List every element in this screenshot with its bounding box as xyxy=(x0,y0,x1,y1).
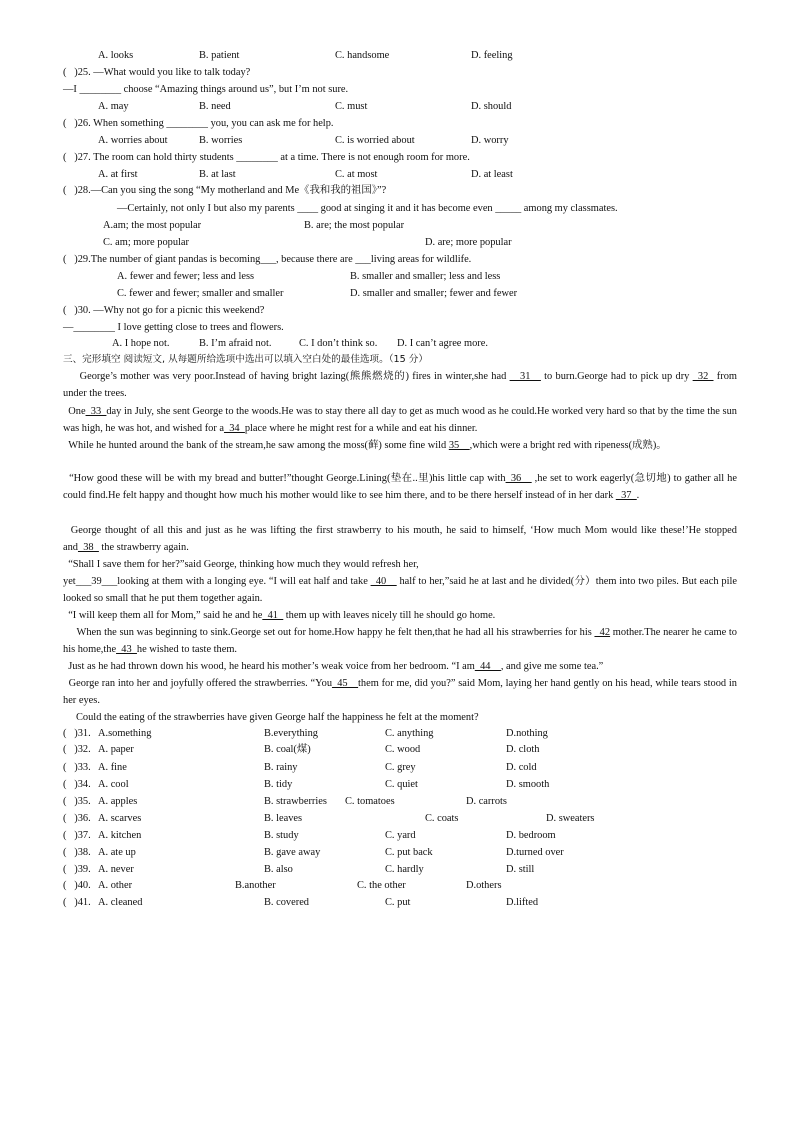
option-d: D.others xyxy=(466,880,502,891)
q29-option-b: B. smaller and smaller; less and less xyxy=(350,271,501,282)
q28-option-d: D. are; more popular xyxy=(425,237,512,248)
blank-33: _33_ xyxy=(85,406,107,417)
q25-option-c: C. must xyxy=(335,101,368,112)
passage-paragraph-10: George ran into her and joyfully offered the strawberries. “You_45__them for me, did you?” said Mom, laying her hand gently on his head, while tears stood in her eyes. xyxy=(63,678,737,706)
option-c: C. tomatoes xyxy=(345,796,395,807)
option-b: B. strawberries xyxy=(264,796,327,807)
blank-45: _45__ xyxy=(332,678,359,689)
q29-stem: ( )29.The number of giant pandas is becoming___, because there are ___living areas for wildlife. xyxy=(63,254,472,265)
blank-32: _32_ xyxy=(692,371,714,382)
option-row-number: ( )39. xyxy=(63,864,91,875)
option-a: A. cool xyxy=(98,779,129,790)
blank-37: _37_ xyxy=(615,490,637,501)
option-a: A. never xyxy=(98,864,134,875)
blank-40: _40__ xyxy=(370,576,397,587)
q24-option-b: B. patient xyxy=(199,50,240,61)
option-d: D. sweaters xyxy=(546,813,595,824)
option-row-number: ( )35. xyxy=(63,796,91,807)
option-b: B. study xyxy=(264,830,299,841)
option-a: A. fine xyxy=(98,762,127,773)
option-d: D. cold xyxy=(506,762,537,773)
q30-option-a: A. I hope not. xyxy=(112,338,170,349)
option-row-number: ( )32. xyxy=(63,744,91,755)
option-c: C. hardly xyxy=(385,864,424,875)
option-row-number: ( )31. xyxy=(63,728,91,739)
option-d: D. smooth xyxy=(506,779,550,790)
option-c: C. grey xyxy=(385,762,416,773)
q26-option-d: D. worry xyxy=(471,135,509,146)
q26-option-b: B. worries xyxy=(199,135,243,146)
option-row-number: ( )40. xyxy=(63,880,91,891)
option-row-number: ( )37. xyxy=(63,830,91,841)
q25-stem: ( )25. —What would you like to talk today? xyxy=(63,67,251,78)
q27-option-d: D. at least xyxy=(471,169,513,180)
option-a: A.something xyxy=(98,728,152,739)
option-b: B.another xyxy=(235,880,276,891)
option-row-number: ( )41. xyxy=(63,897,91,908)
blank-31: __31__ xyxy=(509,371,541,382)
blank-43: _43_ xyxy=(116,644,137,655)
option-d: D. bedroom xyxy=(506,830,556,841)
q24-option-a: A. looks xyxy=(98,50,134,61)
option-d: D.lifted xyxy=(506,897,539,908)
q30-option-d: D. I can’t agree more. xyxy=(397,338,488,349)
q30-stem: ( )30. —Why not go for a picnic this weekend? xyxy=(63,305,265,316)
option-a: A. paper xyxy=(98,744,134,755)
option-a: A. scarves xyxy=(98,813,142,824)
passage-paragraph-9: Just as he had thrown down his wood, he heard his mother’s weak voice from her bedroom. “I am_44__, and give me some tea.” xyxy=(63,661,604,672)
q30-option-c: C. I don’t think so. xyxy=(299,338,378,349)
option-a: A. apples xyxy=(98,796,138,807)
option-c: C. coats xyxy=(425,813,459,824)
option-row-number: ( )33. xyxy=(63,762,91,773)
option-d: D.nothing xyxy=(506,728,548,739)
option-c: C. yard xyxy=(385,830,416,841)
passage-paragraph-6b: yet___39___looking at them with a longing eye. “I will eat half and take _40__ half to her,”said he at last and he divided(分）them into two piles. But each pile looked so small that he put them together again. xyxy=(63,576,737,604)
option-b: B. tidy xyxy=(264,779,293,790)
option-d: D. still xyxy=(506,864,535,875)
q27-option-a: A. at first xyxy=(98,169,138,180)
passage-paragraph-4: “How good these will be with my bread and butter!”thought George.Lining(垫在..里)his little cap with_36__ ,he set to work eagerly(急切地) to gather all he could find.He felt happy and thought how much his mother would like to see him there, and to be there herself instead of in her dark _37_. xyxy=(63,473,737,501)
option-a: A. other xyxy=(98,880,133,891)
option-d: D. cloth xyxy=(506,744,540,755)
q29-option-d: D. smaller and smaller; fewer and fewer xyxy=(350,288,518,299)
option-b: B. coal(煤) xyxy=(264,744,311,755)
blank-42: _42 xyxy=(594,627,611,638)
blank-36: _36__ xyxy=(505,473,532,484)
passage-paragraph-6a: “Shall I save them for her?”said George, thinking how much they would refresh her, xyxy=(63,559,419,570)
option-d: D. carrots xyxy=(466,796,507,807)
blank-35: 35__ xyxy=(448,440,470,451)
q26-option-a: A. worries about xyxy=(98,135,168,146)
option-c: C. put back xyxy=(385,847,433,858)
option-c: C. wood xyxy=(385,744,421,755)
option-b: B. also xyxy=(264,864,293,875)
q25-stem2: —I ________ choose “Amazing things around us”, but I’m not sure. xyxy=(63,84,349,95)
q27-option-c: C. at most xyxy=(335,169,378,180)
option-b: B. leaves xyxy=(264,813,303,824)
option-c: C. quiet xyxy=(385,779,418,790)
blank-41: _41_ xyxy=(262,610,284,621)
passage-paragraph-11: Could the eating of the strawberries have given George half the happiness he felt at the moment? xyxy=(63,712,479,723)
passage-paragraph-5: George thought of all this and just as he was lifting the first strawberry to his mouth, he said to himself, ‘How much Mom would like these!’He stopped and_38_ the strawberry again. xyxy=(63,525,737,553)
q26-option-c: C. is worried about xyxy=(335,135,415,146)
option-b: B. gave away xyxy=(264,847,321,858)
q29-option-c: C. fewer and fewer; smaller and smaller xyxy=(117,288,284,299)
option-b: B. rainy xyxy=(264,762,298,773)
section-three-title: 三、完形填空 阅读短文, 从每题所给选项中选出可以填入空白处的最佳选项。（15 分） xyxy=(63,354,428,365)
q28-option-a: A.am; the most popular xyxy=(103,220,202,231)
passage-paragraph-8: When the sun was beginning to sink.George set out for home.How happy he felt then,that he had all his strawberries for his _42 mother.The nearer he came to his home,the_43_he wished to taste them. xyxy=(63,627,737,655)
q30-option-b: B. I’m afraid not. xyxy=(199,338,272,349)
option-a: A. kitchen xyxy=(98,830,142,841)
option-c: C. put xyxy=(385,897,411,908)
q26-stem: ( )26. When something ________ you, you can ask me for help. xyxy=(63,118,334,129)
blank-38: _38_ xyxy=(78,542,99,553)
option-a: A. cleaned xyxy=(98,897,143,908)
option-d: D.turned over xyxy=(506,847,564,858)
option-row-number: ( )34. xyxy=(63,779,91,790)
q28-option-b: B. are; the most popular xyxy=(304,220,405,231)
blank-44: _44__ xyxy=(474,661,501,672)
option-a: A. ate up xyxy=(98,847,136,858)
q25-option-a: A. may xyxy=(98,101,129,112)
q29-option-a: A. fewer and fewer; less and less xyxy=(117,271,255,282)
option-row-number: ( )36. xyxy=(63,813,91,824)
q27-stem: ( )27. The room can hold thirty students ________ at a time. There is not enough room for more. xyxy=(63,152,470,163)
option-row-number: ( )38. xyxy=(63,847,91,858)
q28-stem: ( )28.—Can you sing the song “My motherland and Me《我和我的祖国》”? xyxy=(63,185,387,196)
passage-paragraph-2: One_33_day in July, she sent George to the woods.He was to stay there all day to get as much wood as he could.He worked very hard so that by the time the sun was high, he was hot, and wished for a_34_place where he might rest for a while and eat his dinner. xyxy=(63,406,737,434)
passage-paragraph-3: While he hunted around the bank of the stream,he saw among the moss(藓) some fine wild 35__,which were a bright red with ripeness(成熟)。 xyxy=(63,440,667,451)
q24-option-c: C. handsome xyxy=(335,50,390,61)
option-b: B. covered xyxy=(264,897,310,908)
passage-paragraph-7: “I will keep them all for Mom,” said he and he_41_ them up with leaves nicely till he should go home. xyxy=(63,610,496,621)
option-b: B.everything xyxy=(264,728,318,739)
passage-paragraph-1: George’s mother was very poor.Instead of having bright lazing(熊熊燃烧的) fires in winter,she had __31__ to burn.George had to pick up dry _32_ from under the trees. xyxy=(63,371,737,399)
q25-option-b: B. need xyxy=(199,101,231,112)
blank-34: _34_ xyxy=(224,423,245,434)
q30-stem2: —________ I love getting close to trees and flowers. xyxy=(63,322,284,333)
q28-option-c: C. am; more popular xyxy=(103,237,189,248)
q28-stem2: —Certainly, not only I but also my parents ____ good at singing it and it has become even _____ among my classmates. xyxy=(117,203,618,214)
option-c: C. the other xyxy=(357,880,406,891)
q24-option-d: D. feeling xyxy=(471,50,513,61)
option-c: C. anything xyxy=(385,728,434,739)
q25-option-d: D. should xyxy=(471,101,512,112)
q27-option-b: B. at last xyxy=(199,169,236,180)
